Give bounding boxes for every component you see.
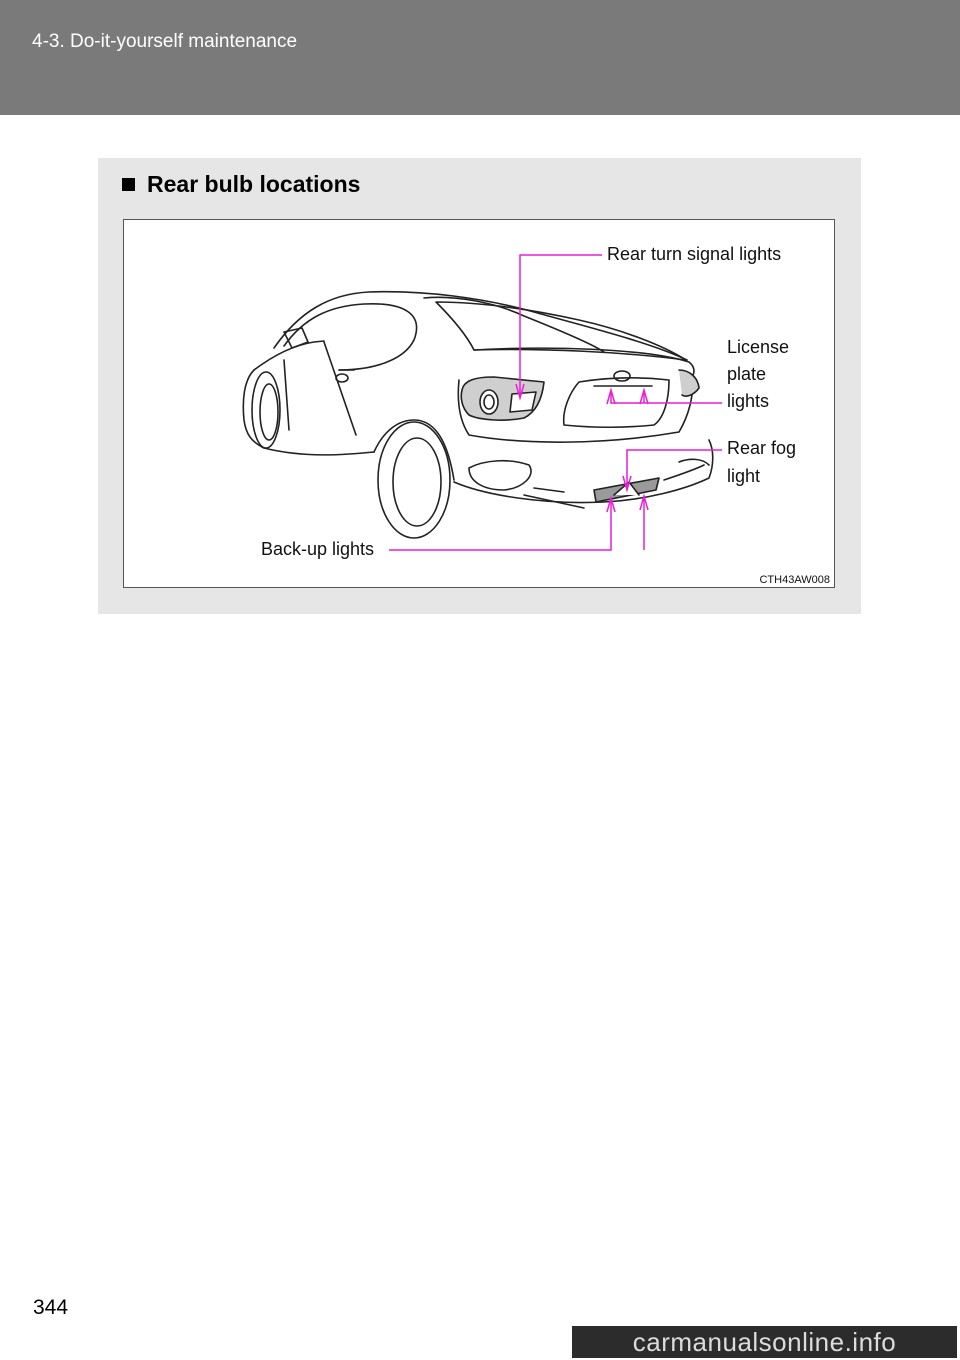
callout-backup-lights: Back-up lights bbox=[261, 539, 375, 559]
callout-license-plate-line2: plate bbox=[727, 364, 767, 384]
header-band bbox=[0, 0, 960, 115]
callout-rear-turn-signal: Rear turn signal lights bbox=[607, 244, 782, 264]
page-number: 344 bbox=[33, 1296, 69, 1319]
callout-license-plate-line3: lights bbox=[727, 391, 770, 411]
figure-code: CTH43AW008 bbox=[759, 574, 830, 586]
watermark: carmanualsonline.info bbox=[572, 1326, 957, 1358]
callout-rear-fog-line2: light bbox=[727, 466, 761, 486]
section-title: 4-3. Do-it-yourself maintenance bbox=[32, 31, 298, 52]
square-bullet-icon bbox=[122, 178, 135, 191]
callout-license-plate-line1: License bbox=[727, 337, 790, 357]
callout-rear-fog-line1: Rear fog bbox=[727, 438, 797, 458]
panel-heading bbox=[122, 171, 360, 198]
panel-heading-text: Rear bulb locations bbox=[147, 171, 361, 197]
rear-bulb-figure bbox=[123, 219, 835, 588]
